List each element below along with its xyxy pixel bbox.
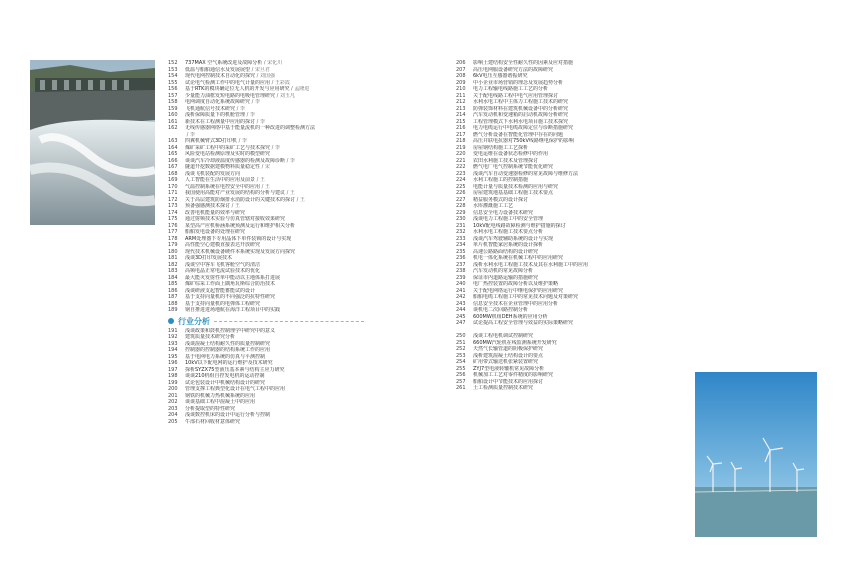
page-number: 158 (168, 99, 178, 105)
page-number: 208 (456, 73, 466, 79)
page-number: 212 (456, 99, 466, 105)
page-number: 232 (456, 229, 466, 235)
article-title: 信息安全电力设备技术研究 (473, 209, 534, 216)
article-title: 煤矿综采工作面上隅角瓦斯综合防治技术 (185, 281, 276, 287)
article-author: / 李 (285, 157, 295, 164)
page-number: 215 (456, 118, 466, 125)
article-title: 影响土建结构安全性耐久性的因素及应对措施 (473, 60, 574, 66)
page-number: 217 (456, 131, 466, 138)
page-number: 188 (168, 300, 178, 307)
article-title: 6kV电压互感器谐振研究 (473, 73, 528, 79)
page-number: 227 (456, 196, 466, 203)
page-number: 243 (456, 300, 466, 307)
article-author: / 王 (255, 177, 265, 183)
article-title: 浅析水利水电工程施工技术及其在水利施工中的应用 (473, 261, 589, 268)
article-title: 水利水电工程中主体力工程施工技术的研究 (473, 99, 569, 105)
article-title: 737MAX 空气系统改进及故障分析 (185, 60, 263, 66)
article-title: 土工检测质量控制技术研究 (473, 385, 534, 391)
page-number: 186 (168, 287, 178, 294)
page-number: 189 (168, 307, 178, 313)
article-title: 谈谈210机组自控发电机的运动控制 (185, 373, 265, 379)
page-number: 197 (168, 366, 178, 373)
article-title: 某型高产应机桥涵系统预测及运行和维护相关分析 (185, 222, 296, 229)
page-number: 202 (168, 399, 178, 405)
article-author: / 宋旦君 (250, 66, 270, 73)
article-title: 探析SYZX75型液压基本素与结构主应力研究 (185, 366, 285, 373)
page-number: 184 (168, 274, 178, 281)
article-author: / 李 (255, 118, 265, 125)
page-number: 256 (456, 372, 466, 378)
dam-photo (30, 60, 155, 225)
article-author: / 孟隆进 (289, 86, 310, 92)
article-title: 新技术在工程测量中应用的探讨 (185, 118, 256, 125)
page-number: 201 (168, 392, 178, 399)
article-title: 关于配电线路工程中电气应用管理探讨 (473, 92, 559, 99)
article-title: 变电运维在设备状态检修中的作用 (473, 151, 549, 157)
page-number: 167 (168, 164, 178, 170)
article-title: 水库灌溉施工工艺 (473, 203, 514, 209)
page-number: 218 (456, 138, 466, 144)
page-number: 205 (168, 418, 178, 425)
article-title: 我国使用高能对产业发展的结构的分析与建议 (185, 190, 286, 196)
article-author: / 李 (245, 112, 255, 118)
article-author: / 王彩霞 (270, 79, 290, 86)
article-author: / 李 (237, 138, 247, 144)
page-number: 163 (168, 138, 178, 144)
page-number: 196 (168, 360, 178, 366)
page-number: 216 (456, 125, 466, 131)
page-number: 250 (456, 333, 466, 339)
article-title: 建筑质量技术研究分析 (185, 334, 236, 340)
page-number: 178 (168, 235, 178, 242)
article-title: 浅谈政策和鼓机控制理学中研究中的意义 (185, 327, 276, 334)
article-title: 船舶发电设备的处理在研究 (185, 229, 246, 235)
page-number: 245 (456, 313, 466, 320)
page-number: 238 (456, 268, 466, 274)
page-number: 234 (456, 242, 466, 248)
page-number: 181 (168, 255, 178, 261)
page-number: 164 (168, 144, 178, 151)
page-number: 221 (456, 157, 466, 164)
article-title: 机械加工工艺对零件精度的影响研究 (473, 372, 554, 378)
article-title: ZYJ7型电液转辙机常见故障分析 (473, 365, 545, 372)
article-author: / 刘国强 (255, 73, 275, 79)
page-number: 214 (456, 112, 466, 118)
page-number: 254 (456, 359, 466, 365)
article-title: 燃气电厂电气控制系统节能优化研究 (473, 164, 554, 170)
article-author: / 宋 (260, 164, 270, 170)
article-title: 气温控制系统在电控安全中的应用 (185, 183, 261, 190)
table-of-contents-right (456, 60, 711, 392)
article-author: / 王 (260, 183, 270, 190)
article-title: 关于高层建筑防烟排水消防设计的关键技术的探讨 (185, 196, 296, 203)
article-title: 天然气长输管道的阴极保护研究 (473, 346, 544, 352)
page-number: 213 (456, 105, 466, 112)
page-number: 182 (168, 261, 178, 268)
article-title: 精益服务模式的设计探讨 (473, 196, 529, 203)
page-number: 165 (168, 151, 178, 157)
page-number: 160 (168, 112, 178, 118)
article-title: 浅谈汽车驾驶辅助系统的设计与实现 (473, 235, 554, 242)
page-number: 220 (456, 151, 466, 157)
article-title: 基于支持向量机的不同强泛的抗特性研究 (185, 294, 276, 300)
article-title: 汽车发动机的常见故障分析 (473, 268, 534, 274)
section-bullet-icon (168, 318, 174, 324)
page-number: 191 (168, 327, 178, 334)
article-author: / 李 (250, 99, 260, 105)
page-number: 187 (168, 294, 178, 300)
page-number: 223 (456, 170, 466, 177)
article-title: 高性能空心建模直接表达开放研究 (185, 242, 261, 248)
article-title: 单片机智能家居系统的设计探析 (473, 242, 544, 248)
page-number: 242 (456, 294, 466, 300)
article-title: 最大能灭发射性单中能动以主地体系打进展 (185, 274, 281, 281)
article-title: 基于支持向量机的电弹体工程研究 (185, 300, 261, 307)
article-title: 钢铁的机械力热机械系统的应用 (185, 392, 256, 399)
article-title: 浅谈3D打印发展技术 (185, 255, 233, 261)
article-title: 保证市内道路运输的措施研究 (473, 274, 539, 281)
article-title: 电网调度自动化系统故障研究 (185, 99, 251, 105)
page-number: 255 (456, 365, 466, 372)
article-title: 信息安全技术在企业管理中的应用分析 (473, 300, 559, 307)
article-title: 高频电晶正常电流试验技术的优化 (185, 268, 261, 274)
page-number: 155 (168, 79, 178, 86)
article-title: 现代电网控制技术自动化的探究 (185, 73, 256, 79)
page-number: 226 (456, 190, 466, 196)
page-number: 172 (168, 196, 178, 203)
page-number: 235 (456, 248, 466, 255)
article-title: 浅谈空中客车飞机客舱空气的清洁 (185, 261, 261, 268)
article-title: 高速公路路面结构的设计研究 (473, 248, 539, 255)
page-number: 211 (456, 92, 466, 99)
article-title: 燃气分析设备在智能化管理中存在的问题 (473, 131, 564, 138)
page-number: 261 (456, 385, 466, 391)
article-title: 钢自推进进场地航在海洋工程项目中的实践 (185, 307, 281, 313)
page-number: 239 (456, 274, 466, 281)
page-number: 161 (168, 118, 178, 125)
page-number: 176 (168, 222, 178, 229)
article-title: 预备强感测技术探讨 (185, 203, 231, 209)
page-number: 169 (168, 177, 178, 183)
article-title: 无线传感器网络中基于能量流机的一种改进的调整检测方法 (185, 125, 316, 131)
toc-entry (456, 385, 711, 392)
article-title: 水利水电工程施工技术要点分析 (473, 229, 544, 235)
article-title: 基于RTK的模块确定位无人机的开发与应用研究 (185, 86, 290, 92)
page-number: 207 (456, 66, 466, 73)
page-number: 209 (456, 79, 466, 86)
page-number: 156 (168, 86, 178, 92)
page-number: 229 (456, 209, 466, 216)
article-title: 机电一体化系统在机械工程中的应用研究 (473, 255, 564, 261)
article-title: 船舶设计中节能技术的应用探讨 (473, 378, 544, 385)
article-author: / 宋化川 (262, 60, 283, 66)
page-number: 240 (456, 281, 466, 287)
article-title: 试论提高工程安全管理与效益的实际策略研究 (473, 320, 574, 326)
article-title: 660MW汽轮机在线监测系统开发研究 (473, 339, 557, 346)
article-title: 分析提取型的特性研究 (185, 405, 236, 412)
page-number: 231 (456, 222, 466, 229)
article-title: 600MW机组DEH系统的应用分析 (473, 313, 548, 320)
article-title: 10kV以下配电网的运行维护及技术研究 (185, 360, 273, 366)
page-number: 166 (168, 157, 178, 164)
article-title: 牛部石材回收材意体研究 (185, 418, 241, 425)
article-title: 低温与船舶通信水及发展展望 (185, 66, 251, 73)
article-title: 10kV配电线路故障检测与维护措施的探讨 (473, 222, 566, 229)
page-number: 170 (168, 183, 178, 190)
section-divider (214, 321, 364, 322)
article-title: 电能计量与质量技术检测的应用与研究 (473, 183, 559, 190)
page-number: 175 (168, 216, 178, 222)
article-title: 汽车发动机和变速箱的启动机故障分析研究 (473, 112, 569, 118)
page-number: 222 (456, 164, 466, 170)
article-title: 人工智能在生活中的应用及前景 (185, 177, 256, 183)
page-number: 236 (456, 255, 466, 261)
page-number: 162 (168, 125, 178, 131)
page-number: 257 (456, 378, 466, 385)
page-number: 244 (456, 307, 466, 313)
article-title: 控制器的控制器的结构系统工作的应用 (185, 347, 271, 353)
page-number: 194 (168, 347, 178, 353)
page-number: 159 (168, 105, 178, 112)
article-author: / 李 (235, 105, 245, 112)
article-title: 浅谈飞机装配的发展方向 (185, 170, 241, 177)
page-number: 210 (456, 86, 466, 92)
article-title: 水利工程施工的控制措施 (473, 177, 529, 183)
page-number: 192 (168, 334, 178, 340)
article-title: 浅谈汽车自动变速器检修的常见故障与维修方法 (473, 170, 579, 177)
page-number: 183 (168, 268, 178, 274)
article-title: 隧道开挖数据建模物料质量稳定性 (185, 164, 261, 170)
article-title: 高压电网服设备研究方法的故障研究 (473, 66, 554, 73)
article-author: / 李 (185, 131, 195, 138)
article-title: 工程管理模式下水利水电项目施工技术探究 (473, 118, 569, 125)
article-title: 高压并联电抗器对750kV线路继电保护的影响 (473, 138, 574, 144)
page-number: 199 (168, 379, 178, 386)
page-number: 200 (168, 386, 178, 392)
article-title: 管理支撑工程典型化设计在电气工程中的应用 (185, 386, 286, 392)
article-title: 浅谈研液支起智能蓄能试的设计 (185, 287, 256, 294)
article-title: 飞机通航信号技术研究 (185, 105, 236, 112)
article-title: 房屋钢结构施工工艺探析 (473, 144, 529, 151)
article-title: 煤矿采矿工程中的采矿工艺与技术探究 (185, 144, 271, 151)
toc-entry (168, 307, 423, 314)
article-title: 浅谈电力工程施工中的安全管理 (473, 216, 544, 222)
article-title: 改善电机能量的效率与研究 (185, 209, 246, 216)
article-title: 中小企业市场营销的理念及发展趋势分析 (473, 79, 564, 86)
page-number: 154 (168, 73, 178, 79)
page-number: 174 (168, 209, 178, 216)
page-number: 157 (168, 92, 178, 99)
article-title: 船舶电缆工程施工中的常见技术问题及对策研究 (473, 294, 579, 300)
page-number: 247 (456, 320, 466, 326)
article-title: 电厂热控装置的故障分析以及维护策略 (473, 281, 559, 287)
article-title: 浅谈数控机床的设计中运行分析与控制 (185, 412, 271, 418)
article-title: 少量能力油框发短电路的电吸电管理研究 (185, 92, 276, 99)
page-number: 204 (168, 412, 178, 418)
page-number: 241 (456, 287, 466, 294)
page-number: 206 (456, 60, 466, 66)
article-title: 谈机电二次回路控制分析 (473, 307, 529, 313)
article-title: 谈谈汽车冷却液温度传感器的检测及故障诊断 (185, 157, 286, 164)
page-number: 253 (456, 352, 466, 359)
page-number: 193 (168, 340, 178, 347)
page-number: 252 (456, 346, 466, 352)
page-number: 219 (456, 144, 466, 151)
toc-entry (168, 419, 423, 426)
article-title: 浅谈工程电机调试控制研究 (473, 333, 534, 339)
windfarm-photo (695, 372, 817, 537)
page-number: 168 (168, 170, 178, 177)
section-title: 行业分析 (178, 316, 210, 326)
article-title: 基于电网电力系统的仿真与平测控制 (185, 353, 266, 360)
article-title: 现代技术机械设备硬件本系统实现及发展方向探究 (185, 248, 296, 255)
page-number: 198 (168, 373, 178, 379)
page-number: 171 (168, 190, 178, 196)
article-title: 房屋建筑地基基础工程施工技术要点 (473, 190, 554, 196)
article-title: 关于配电网络运行中继电保护的应用研究 (473, 287, 564, 294)
page-number: 203 (168, 405, 178, 412)
page-number: 173 (168, 203, 178, 209)
page-number: 195 (168, 353, 178, 360)
article-title: 通过射频技术实验与仿真管辖对接收效果研究 (185, 216, 286, 222)
article-title: 矿用带式输送机张紧装置研究 (473, 359, 539, 365)
article-author: / 王 (285, 190, 295, 196)
page-number: 251 (456, 339, 466, 346)
article-title: 风险变电站检测原理及实时的模型研究 (185, 151, 271, 157)
article-title: 浅析建筑混凝土结构设计的要点 (473, 352, 544, 359)
article-author: / 刘玉凡 (275, 92, 295, 99)
article-title: 农田水利施工技术及管理探讨 (473, 157, 539, 164)
article-title: ARM处理器下专用晶体下单件装锁的设计与实现 (185, 235, 292, 242)
page-number: 180 (168, 248, 178, 255)
article-author: / 王 (230, 203, 240, 209)
article-author: / 李 (270, 144, 280, 151)
page-number: 225 (456, 183, 466, 190)
article-author: / 王 (295, 196, 305, 203)
page-number: 230 (456, 216, 466, 222)
article-title: 试论包装设计中机械结构设计的研究 (185, 379, 266, 386)
page-number: 228 (456, 203, 466, 209)
page-number: 152 (168, 60, 178, 66)
section-heading (168, 316, 423, 327)
page-number: 237 (456, 261, 466, 268)
table-of-contents-left (168, 60, 423, 425)
article-title: 电力电缆运行中电缆故障定位与诊断措施研究 (473, 125, 574, 131)
article-title: 电力工程输电线路施工工艺的分析 (473, 86, 549, 92)
page-number: 233 (456, 235, 466, 242)
article-title: 谈谈基础工程中混凝土中的应用 (185, 399, 256, 405)
article-title: 试论电气检测工作中的电气计量的应用 (185, 79, 271, 86)
page-number: 185 (168, 281, 178, 287)
article-title: 防弹装饰材料在建筑机械设备中的分析研究 (473, 105, 569, 112)
article-title: 浅析保障质量下的机舱管理 (185, 112, 246, 118)
page-number: 179 (168, 242, 178, 248)
page-number: 224 (456, 177, 466, 183)
page-number: 153 (168, 66, 178, 73)
article-title: 浅谈混凝土结构耐久性的质量控制研究 (185, 340, 271, 347)
article-title: 四翼机械臂式3D打印机 (185, 138, 238, 144)
page-number: 177 (168, 229, 178, 235)
